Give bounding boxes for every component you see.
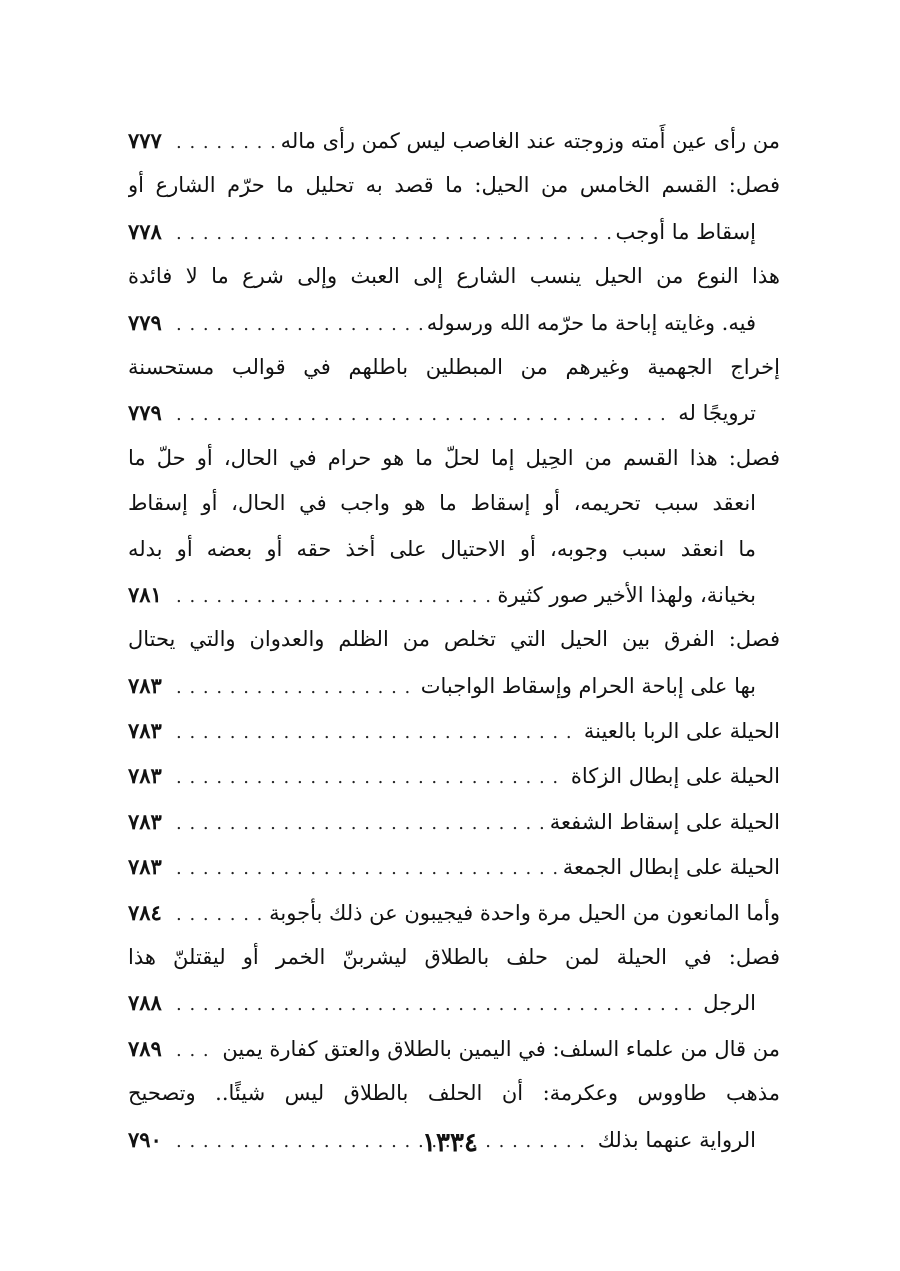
toc-entry-text: الحيلة على إسقاط الشفعة — [549, 809, 780, 834]
dot-leader — [176, 892, 265, 935]
dot-leader — [176, 982, 699, 1025]
toc-entry-text: فصل: الفرق بين الحيل التي تخلص من الظلم والعدوان والتي يحتال — [128, 627, 780, 652]
toc-entry-text: انعقد سبب تحريمه، أو إسقاط ما هو واجب في الحال، أو إسقاط — [128, 491, 756, 516]
toc-page-ref: ٧٨٣ — [128, 718, 162, 744]
toc-entry-text: إسقاط ما أوجب — [615, 219, 756, 244]
toc-page-ref: ٧٧٩ — [128, 400, 162, 426]
toc-entry-line — [128, 1071, 780, 1116]
toc-entry-text: ترويجًا له — [678, 401, 756, 426]
toc-page-ref: ٧٨٣ — [128, 763, 162, 789]
toc-entry-last-line — [128, 799, 780, 844]
toc-entry-text: الرواية عنهما بذلك — [597, 1127, 756, 1152]
toc-entry — [128, 753, 780, 798]
toc-entry — [128, 254, 780, 345]
toc-entry-last-line — [128, 663, 780, 708]
toc-entry-last-line — [128, 572, 780, 617]
toc-entry — [128, 163, 780, 254]
toc-page-ref: ٧٨٨ — [128, 990, 162, 1016]
toc-entry — [128, 617, 780, 708]
toc-page-ref: ٧٨٤ — [128, 899, 162, 925]
toc-entry-last-line — [128, 890, 780, 935]
toc-page-ref: ٧٧٩ — [128, 309, 162, 335]
toc-entry — [128, 844, 780, 889]
toc-page-ref: ٧٧٧ — [128, 128, 162, 153]
dot-leader — [176, 392, 674, 435]
toc-entry-last-line — [128, 209, 780, 254]
toc-entry — [128, 345, 780, 436]
toc-entry — [128, 799, 780, 844]
dot-leader — [176, 574, 493, 617]
toc-entry-text: هذا النوع من الحيل ينسب الشارع إلى العبث وإلى شرع ما لا فائدة — [128, 264, 780, 289]
toc-entry-text: بها على إباحة الحرام وإسقاط الواجبات — [420, 673, 756, 698]
toc-entry-line — [128, 935, 780, 980]
toc-entry-line — [128, 527, 780, 572]
dot-leader — [176, 755, 567, 798]
toc-entry-text: من رأى عين أَمته وزوجته عند الغاصب ليس كمن رأى ماله — [280, 129, 780, 153]
toc-entry-text: الحيلة على إبطال الجمعة — [562, 855, 780, 880]
toc-page-ref: ٧٨٩ — [128, 1035, 162, 1061]
toc-entry-text: بخيانة، ولهذا الأخير صور كثيرة — [497, 582, 756, 607]
toc-entry-last-line — [128, 753, 780, 798]
toc-entry-text: الحيلة على إبطال الزكاة — [570, 764, 780, 789]
toc-entry-text: ما انعقد سبب وجوبه، أو الاحتيال على أخذ حقه أو بعضه أو بدله — [128, 536, 756, 561]
toc-entry-line — [128, 345, 780, 390]
toc-entry-line — [128, 617, 780, 662]
toc-entry — [128, 935, 780, 1026]
toc-entry-text: إخراج الجهمية وغيرهم من المبطلين باطلهم في قوالب مستحسنة — [128, 354, 780, 379]
dot-leader — [176, 302, 423, 345]
toc-entry-last-line — [128, 300, 780, 345]
toc-entry — [128, 118, 780, 163]
toc-entry — [128, 708, 780, 753]
dot-leader — [176, 665, 417, 708]
toc-entry-text: وأما المانعون من الحيل مرة واحدة فيجيبون عن ذلك بأجوبة — [269, 900, 780, 925]
toc-entry-text: فصل: في الحيلة لمن حلف بالطلاق ليشربنّ الخمر أو ليقتلنّ هذا — [128, 945, 780, 970]
toc-entry-text: فيه. وغايته إباحة ما حرّمه الله ورسوله — [426, 310, 756, 335]
toc-entry — [128, 890, 780, 935]
toc-entry-text: فصل: هذا القسم من الحِيل إما لحلّ ما هو حرام في الحال، أو حلّ ما — [128, 445, 780, 470]
toc-page-ref: ٧٨٣ — [128, 854, 162, 880]
toc-entry-line — [128, 254, 780, 299]
toc-entry-last-line — [128, 708, 780, 753]
page-number: ١٣٣٤ — [422, 1128, 478, 1158]
toc-page-ref: ٧٨١ — [128, 581, 162, 607]
toc-entry-last-line — [128, 118, 780, 163]
toc-page-ref: ٧٩٠ — [128, 1126, 162, 1152]
toc-entry-last-line — [128, 980, 780, 1025]
toc-entry-text: الحيلة على الربا بالعينة — [583, 719, 780, 744]
toc-entry — [128, 1026, 780, 1071]
toc-entry-text: فصل: القسم الخامس من الحيل: ما قصد به تحليل ما حرّم الشارع أو — [128, 173, 780, 198]
table-of-contents — [128, 118, 780, 1162]
toc-entry-line — [128, 163, 780, 208]
toc-page-ref: ٧٨٣ — [128, 672, 162, 698]
toc-entry-text: مذهب طاووس وعكرمة: أن الحلف بالطلاق ليس شيئًا.. وتصحيح — [128, 1081, 780, 1106]
toc-page-ref: ٧٧٨ — [128, 218, 162, 244]
toc-entry-text: الرجل — [703, 991, 756, 1016]
toc-entry — [128, 436, 780, 618]
dot-leader — [176, 801, 546, 844]
toc-entry-last-line — [128, 390, 780, 435]
dot-leader — [176, 1028, 218, 1071]
toc-entry-text: من قال من علماء السلف: في اليمين بالطلاق والعتق كفارة يمين — [222, 1036, 780, 1061]
dot-leader — [176, 846, 559, 889]
toc-entry-last-line — [128, 1026, 780, 1071]
dot-leader — [176, 211, 612, 254]
dot-leader — [176, 120, 277, 163]
toc-entry-line — [128, 481, 780, 526]
dot-leader — [176, 710, 580, 753]
toc-entry-line — [128, 436, 780, 481]
toc-page-ref: ٧٨٣ — [128, 808, 162, 834]
toc-entry-last-line — [128, 844, 780, 889]
